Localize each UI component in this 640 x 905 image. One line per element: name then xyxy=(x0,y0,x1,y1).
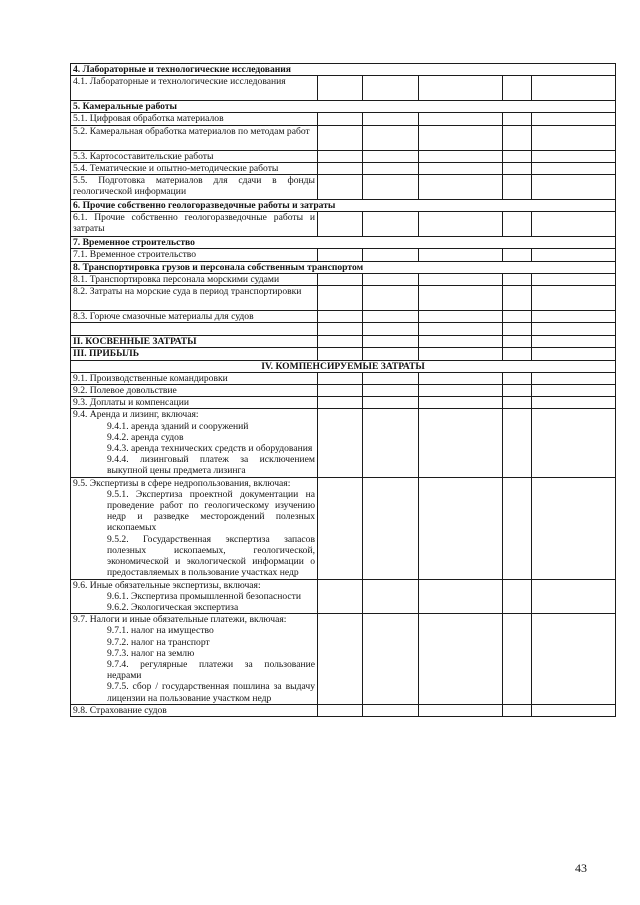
value-cell xyxy=(503,704,532,716)
value-cell xyxy=(318,286,363,311)
sub-item: 9.7.5. сбор / государственная пошлина за выдачу лицензии на пользование участком недр xyxy=(107,681,315,704)
value-cell xyxy=(419,372,503,384)
value-cell xyxy=(419,273,503,285)
value-cell xyxy=(419,397,503,409)
row-label xyxy=(71,162,318,174)
value-cell xyxy=(419,323,503,336)
value-cell xyxy=(318,162,363,174)
value-cell xyxy=(532,579,616,614)
row-label-text: 4.1. Лабораторные и технологические исследования xyxy=(73,76,286,88)
value-cell xyxy=(363,249,419,261)
value-cell xyxy=(532,348,616,360)
value-cell xyxy=(318,150,363,162)
value-cell xyxy=(363,273,419,285)
row-label xyxy=(71,76,318,101)
row-label-text: 9.7. Налоги и иные обязательные платежи, включая: xyxy=(73,614,287,626)
value-cell xyxy=(419,76,503,101)
value-cell xyxy=(363,397,419,409)
row-label xyxy=(71,372,318,384)
table-row xyxy=(71,113,616,125)
table-row xyxy=(71,125,616,150)
value-cell xyxy=(503,614,532,705)
table-row xyxy=(71,409,616,477)
table-row xyxy=(71,311,616,323)
row-label-text: 9.8. Страхование судов xyxy=(73,704,167,716)
row-label-text: 9.5. Экспертизы в сфере недропользования, включая: xyxy=(73,477,291,489)
value-cell xyxy=(419,409,503,477)
section-header-row xyxy=(71,237,616,249)
value-cell xyxy=(503,175,532,200)
sub-item: 9.4.3. аренда технических средств и оборудования xyxy=(107,443,313,455)
value-cell xyxy=(419,385,503,397)
sub-item: 9.5.1. Экспертиза проектной документации на проведение работ по геологическому изучению недр и разведке месторождений полезных ископаемых xyxy=(107,488,315,534)
value-cell xyxy=(503,212,532,237)
value-cell xyxy=(363,348,419,360)
value-cell xyxy=(503,323,532,336)
table-row xyxy=(71,323,616,336)
value-cell xyxy=(363,704,419,716)
value-cell xyxy=(532,477,616,579)
value-cell xyxy=(503,76,532,101)
value-cell xyxy=(363,175,419,200)
value-cell xyxy=(532,162,616,174)
row-label-text: 5.1. Цифровая обработка материалов xyxy=(73,113,224,125)
value-cell xyxy=(503,125,532,150)
row-label xyxy=(71,409,318,477)
value-cell xyxy=(532,397,616,409)
row-label xyxy=(71,249,318,261)
row-label xyxy=(71,286,318,311)
value-cell xyxy=(419,311,503,323)
value-cell xyxy=(532,249,616,261)
value-cell xyxy=(318,273,363,285)
table-row xyxy=(71,579,616,614)
table-row xyxy=(71,397,616,409)
value-cell xyxy=(419,150,503,162)
value-cell xyxy=(318,113,363,125)
value-cell xyxy=(503,579,532,614)
cost-table-body xyxy=(71,64,616,717)
value-cell xyxy=(532,286,616,311)
row-label xyxy=(71,579,318,614)
value-cell xyxy=(532,175,616,200)
value-cell xyxy=(318,323,363,336)
row-label-text: III. ПРИБЫЛЬ xyxy=(73,348,140,360)
value-cell xyxy=(318,311,363,323)
value-cell xyxy=(503,372,532,384)
table-row xyxy=(71,212,616,237)
value-cell xyxy=(363,286,419,311)
sub-item: 9.4.1. аренда зданий и сооружений xyxy=(107,420,249,432)
sub-item: 9.4.4. лизинговый платеж за исключением выкупной цены предмета лизинга xyxy=(107,454,315,477)
value-cell xyxy=(363,336,419,348)
table-row xyxy=(71,614,616,705)
value-cell xyxy=(532,113,616,125)
row-label-text: 7.1. Временное строительство xyxy=(73,249,197,261)
row-label-text: 5.5. Подготовка материалов для сдачи в фонды геологической информации xyxy=(73,175,315,198)
value-cell xyxy=(532,125,616,150)
value-cell xyxy=(503,311,532,323)
value-cell xyxy=(419,336,503,348)
value-cell xyxy=(419,162,503,174)
sub-item: 9.7.1. налог на имущество xyxy=(107,625,214,637)
value-cell xyxy=(419,614,503,705)
value-cell xyxy=(363,614,419,705)
value-cell xyxy=(318,336,363,348)
value-cell xyxy=(363,212,419,237)
value-cell xyxy=(503,385,532,397)
row-label xyxy=(71,212,318,237)
value-cell xyxy=(363,150,419,162)
value-cell xyxy=(503,150,532,162)
sub-item: 9.4.2. аренда судов xyxy=(107,431,184,443)
section-header: 7. Временное строительство xyxy=(71,237,616,249)
row-label-text: 5.2. Камеральная обработка материалов по методам работ xyxy=(73,125,310,137)
value-cell xyxy=(318,614,363,705)
table-row xyxy=(71,704,616,716)
value-cell xyxy=(419,113,503,125)
section-header-row xyxy=(71,101,616,113)
row-label xyxy=(71,477,318,579)
sub-item: 9.5.2. Государственная экспертиза запасов полезных ископаемых, геологической, экономической и экологической информации о предоставляемых в пользование участках недр xyxy=(107,533,315,579)
row-label xyxy=(71,704,318,716)
value-cell xyxy=(318,579,363,614)
sub-item: 9.7.4. регулярные платежи за пользование недрами xyxy=(107,658,315,682)
value-cell xyxy=(503,336,532,348)
value-cell xyxy=(363,372,419,384)
value-cell xyxy=(363,579,419,614)
value-cell xyxy=(503,477,532,579)
row-label-text: 8.3. Горюче смазочные материалы для судов xyxy=(73,311,254,323)
value-cell xyxy=(503,348,532,360)
value-cell xyxy=(363,385,419,397)
row-label xyxy=(71,113,318,125)
row-label xyxy=(71,614,318,705)
value-cell xyxy=(363,113,419,125)
row-label-text: 9.2. Полевое довольствие xyxy=(73,385,177,397)
section-header-row xyxy=(71,261,616,273)
section-header: 4. Лабораторные и технологические исследования xyxy=(71,64,616,76)
page-number: 43 xyxy=(575,861,587,875)
value-cell xyxy=(503,162,532,174)
table-row xyxy=(71,76,616,101)
value-cell xyxy=(532,150,616,162)
table-row xyxy=(71,150,616,162)
value-cell xyxy=(363,311,419,323)
value-cell xyxy=(503,249,532,261)
section-header-row xyxy=(71,360,616,372)
section-header: IV. КОМПЕНСИРУЕМЫЕ ЗАТРАТЫ xyxy=(71,360,616,372)
value-cell xyxy=(532,336,616,348)
value-cell xyxy=(419,125,503,150)
section-header: 6. Прочие собственно геологоразведочные работы и затраты xyxy=(71,200,616,212)
table-row xyxy=(71,249,616,261)
value-cell xyxy=(419,212,503,237)
value-cell xyxy=(318,76,363,101)
table-row xyxy=(71,385,616,397)
value-cell xyxy=(318,125,363,150)
table-row xyxy=(71,162,616,174)
value-cell xyxy=(532,311,616,323)
value-cell xyxy=(318,409,363,477)
row-label xyxy=(71,125,318,150)
value-cell xyxy=(503,273,532,285)
value-cell xyxy=(419,477,503,579)
value-cell xyxy=(318,348,363,360)
section-header: 8. Транспортировка грузов и персонала собственным транспортом xyxy=(71,261,616,273)
sub-item: 9.6.1. Экспертиза промышленной безопасности xyxy=(107,590,301,602)
value-cell xyxy=(318,249,363,261)
value-cell xyxy=(532,409,616,477)
table-row xyxy=(71,477,616,579)
value-cell xyxy=(532,76,616,101)
row-label xyxy=(71,311,318,323)
value-cell xyxy=(532,704,616,716)
row-label xyxy=(71,323,318,336)
value-cell xyxy=(318,385,363,397)
value-cell xyxy=(503,397,532,409)
row-label-text: 9.1. Производственные командировки xyxy=(73,372,228,384)
value-cell xyxy=(363,76,419,101)
value-cell xyxy=(532,323,616,336)
value-cell xyxy=(363,162,419,174)
row-label xyxy=(71,397,318,409)
section-header: 5. Камеральные работы xyxy=(71,101,616,113)
row-label xyxy=(71,273,318,285)
value-cell xyxy=(532,385,616,397)
row-label-text: 9.3. Доплаты и компенсации xyxy=(73,397,190,409)
section-header-row xyxy=(71,64,616,76)
row-label-text: 9.6. Иные обязательные экспертизы, включая: xyxy=(73,579,261,591)
row-label-text: 5.3. Картосоставительские работы xyxy=(73,150,214,162)
row-label-text: 6.1. Прочие собственно геологоразведочные работы и затраты xyxy=(73,212,315,235)
value-cell xyxy=(363,409,419,477)
row-label-text: 9.4. Аренда и лизинг, включая: xyxy=(73,409,199,421)
table-row xyxy=(71,273,616,285)
value-cell xyxy=(503,409,532,477)
value-cell xyxy=(318,372,363,384)
value-cell xyxy=(503,286,532,311)
value-cell xyxy=(532,212,616,237)
value-cell xyxy=(363,323,419,336)
table-row xyxy=(71,175,616,200)
row-label xyxy=(71,175,318,200)
value-cell xyxy=(419,249,503,261)
sub-item: 9.7.3. налог на землю xyxy=(107,647,195,659)
value-cell xyxy=(419,175,503,200)
value-cell xyxy=(363,477,419,579)
table-row xyxy=(71,372,616,384)
row-label xyxy=(71,336,318,348)
value-cell xyxy=(419,579,503,614)
value-cell xyxy=(318,477,363,579)
value-cell xyxy=(318,212,363,237)
value-cell xyxy=(318,704,363,716)
value-cell xyxy=(532,614,616,705)
value-cell xyxy=(532,372,616,384)
table-row xyxy=(71,286,616,311)
row-label-text: 5.4. Тематические и опытно-методические работы xyxy=(73,162,279,174)
value-cell xyxy=(419,348,503,360)
value-cell xyxy=(419,286,503,311)
section-header-row xyxy=(71,200,616,212)
table-row xyxy=(71,336,616,348)
sub-item: 9.7.2. налог на транспорт xyxy=(107,636,210,648)
row-label-text: 8.1. Транспортировка персонала морскими судами xyxy=(73,273,280,285)
value-cell xyxy=(503,113,532,125)
sub-item: 9.6.2. Экологическая экспертиза xyxy=(107,601,239,613)
value-cell xyxy=(419,704,503,716)
row-label-text: 8.2. Затраты на морские суда в период транспортировки xyxy=(73,286,302,298)
value-cell xyxy=(363,125,419,150)
value-cell xyxy=(318,397,363,409)
table-row xyxy=(71,348,616,360)
row-label xyxy=(71,150,318,162)
value-cell xyxy=(318,175,363,200)
row-label xyxy=(71,348,318,360)
value-cell xyxy=(532,273,616,285)
row-label xyxy=(71,385,318,397)
cost-table xyxy=(70,63,616,717)
row-label-text: II. КОСВЕННЫЕ ЗАТРАТЫ xyxy=(73,336,197,348)
